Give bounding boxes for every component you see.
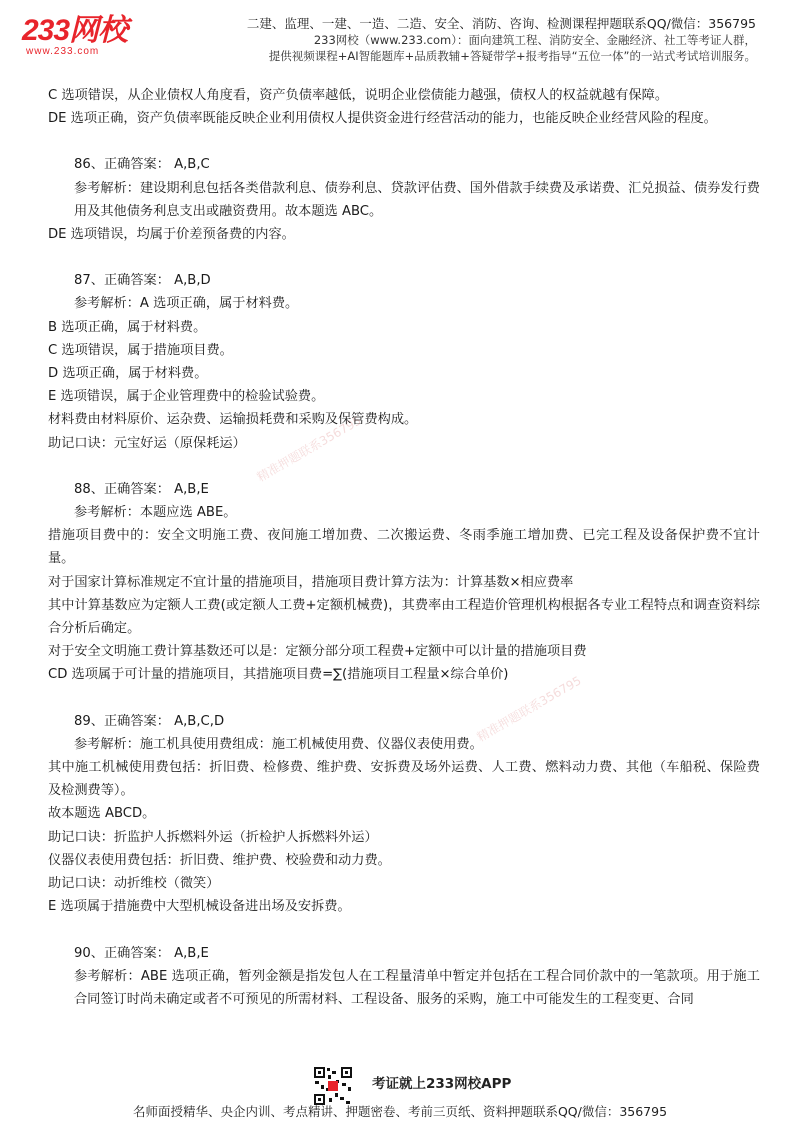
question-86 [48,153,760,246]
analysis-line: 参考解析：ABE 选项正确，暂列金额是指发包人在工程量清单中暂定并包括在工程合同价款中的一笔款项。用于施工合同签订时尚未确定或者不可预见的所需材料、工程设备、服务的采购，施工中可能发生的工程变更、合同 [74,968,760,1007]
header-line-3: 提供视频课程+AI智能题库+品质教辅+答疑带学+报考指导“五位一体”的一站式考试培训服务。 [268,49,756,63]
analysis-detail: 对于安全文明施工费计算基数还可以是：定额分部分项工程费+定额中可以计量的措施项目费 [48,644,587,660]
analysis-detail: 仪器仪表使用费包括：折旧费、维护费、校验费和动力费。 [48,852,391,868]
analysis-detail: 助记口诀：元宝好运（原保耗运） [48,435,246,451]
analysis-detail: 故本题选 ABCD。 [48,806,156,822]
watermark: 精准押题联系356795 [254,413,364,485]
brand-logo [22,16,127,58]
footer-contact-line: 名师面授精华、央企内训、考点精讲、押题密卷、考前三页纸、资料押题联系QQ/微信：356795 [132,1104,668,1119]
analysis-detail: E 选项错误，属于企业管理费中的检验试验费。 [48,389,325,405]
analysis-detail: 其中施工机械使用费包括：折旧费、检修费、维护费、安拆费及场外运费、人工费、燃料动力费、其他（车船税、保险费及检测费等）。 [48,760,760,799]
analysis-detail: 措施项目费中的：安全文明施工费、夜间施工增加费、二次搬运费、冬雨季施工增加费、已完工程及设备保护费不宜计量。 [48,528,760,567]
header-line-1: 二建、监理、一建、一造、二造、安全、消防、咨询、检测课程押题联系QQ/微信：356795 [246,16,756,31]
qr-code-icon[interactable] [313,1066,353,1106]
analysis-detail: B 选项正确，属于材料费。 [48,319,207,335]
analysis-detail: 对于国家计算标准规定不宜计量的措施项目，措施项目费计算方法为：计算基数×相应费率 [48,574,574,590]
header-line-2: 233网校（www.233.com）：面向建筑工程、消防安全、金融经济、社工等考证人群， [313,33,756,47]
analysis-line: 参考解析：A 选项正确，属于材料费。 [74,296,299,312]
analysis-detail: 助记口诀：动折维校（微笑） [48,876,220,892]
answer-line: 89、正确答案： A,B,C,D [74,713,225,729]
question-90 [48,942,760,1012]
analysis-line: 参考解析：本题应选 ABE。 [74,505,237,521]
analysis-detail: D 选项正确，属于材料费。 [48,366,208,382]
footer-app-title: 考证就上233网校APP [372,1076,512,1092]
question-87 [48,269,760,455]
analysis-detail: C 选项错误，属于措施项目费。 [48,342,233,358]
analysis-line: 参考解析：施工机具使用费组成：施工机械使用费、仪器仪表使用费。 [74,736,483,752]
page-footer [0,1066,800,1131]
analysis-detail: E 选项属于措施费中大型机械设备进出场及安拆费。 [48,899,351,915]
analysis-detail: 其中计算基数应为定额人工费(或定额人工费+定额机械费)，其费率由工程造价管理机构根据各专业工程特点和调查资料综合分析后确定。 [48,597,760,637]
intro-line: DE 选项正确，资产负债率既能反映企业利用债权人提供资金进行经营活动的能力，也能反映企业经营风险的程度。 [48,111,717,127]
document-body [48,84,760,1011]
analysis-detail: CD 选项属于可计量的措施项目，其措施项目费=∑(措施项目工程量×综合单价) [48,667,509,683]
logo-sub-text: www.233.com [26,46,100,57]
analysis-line: 参考解析：建设期利息包括各类借款利息、债券利息、贷款评估费、国外借款手续费及承诺费、汇兑损益、债券发行费用及其他债务利息支出或融资费用。故本题选 ABC。 [74,180,760,219]
answer-line: 87、正确答案： A,B,D [74,273,211,289]
page-header [0,0,800,72]
analysis-detail: DE 选项错误，均属于价差预备费的内容。 [48,227,295,243]
question-89 [48,710,760,919]
intro-line: C 选项错误，从企业债权人角度看，资产负债率越低，说明企业偿债能力越强，债权人的权益就越有保障。 [48,88,669,103]
answer-line: 88、正确答案： A,B,E [74,481,209,497]
answer-line: 86、正确答案： A,B,C [74,157,210,173]
analysis-detail: 助记口诀：折监护人拆燃料外运（折检护人拆燃料外运） [48,829,378,845]
analysis-detail: 材料费由材料原价、运杂费、运输损耗费和采购及保管费构成。 [48,412,418,428]
question-88 [48,478,760,687]
logo-main-text: 233网校 [22,14,128,47]
answer-line: 90、正确答案： A,B,E [74,945,209,961]
watermark: 精准押题联系356795 [474,673,584,745]
